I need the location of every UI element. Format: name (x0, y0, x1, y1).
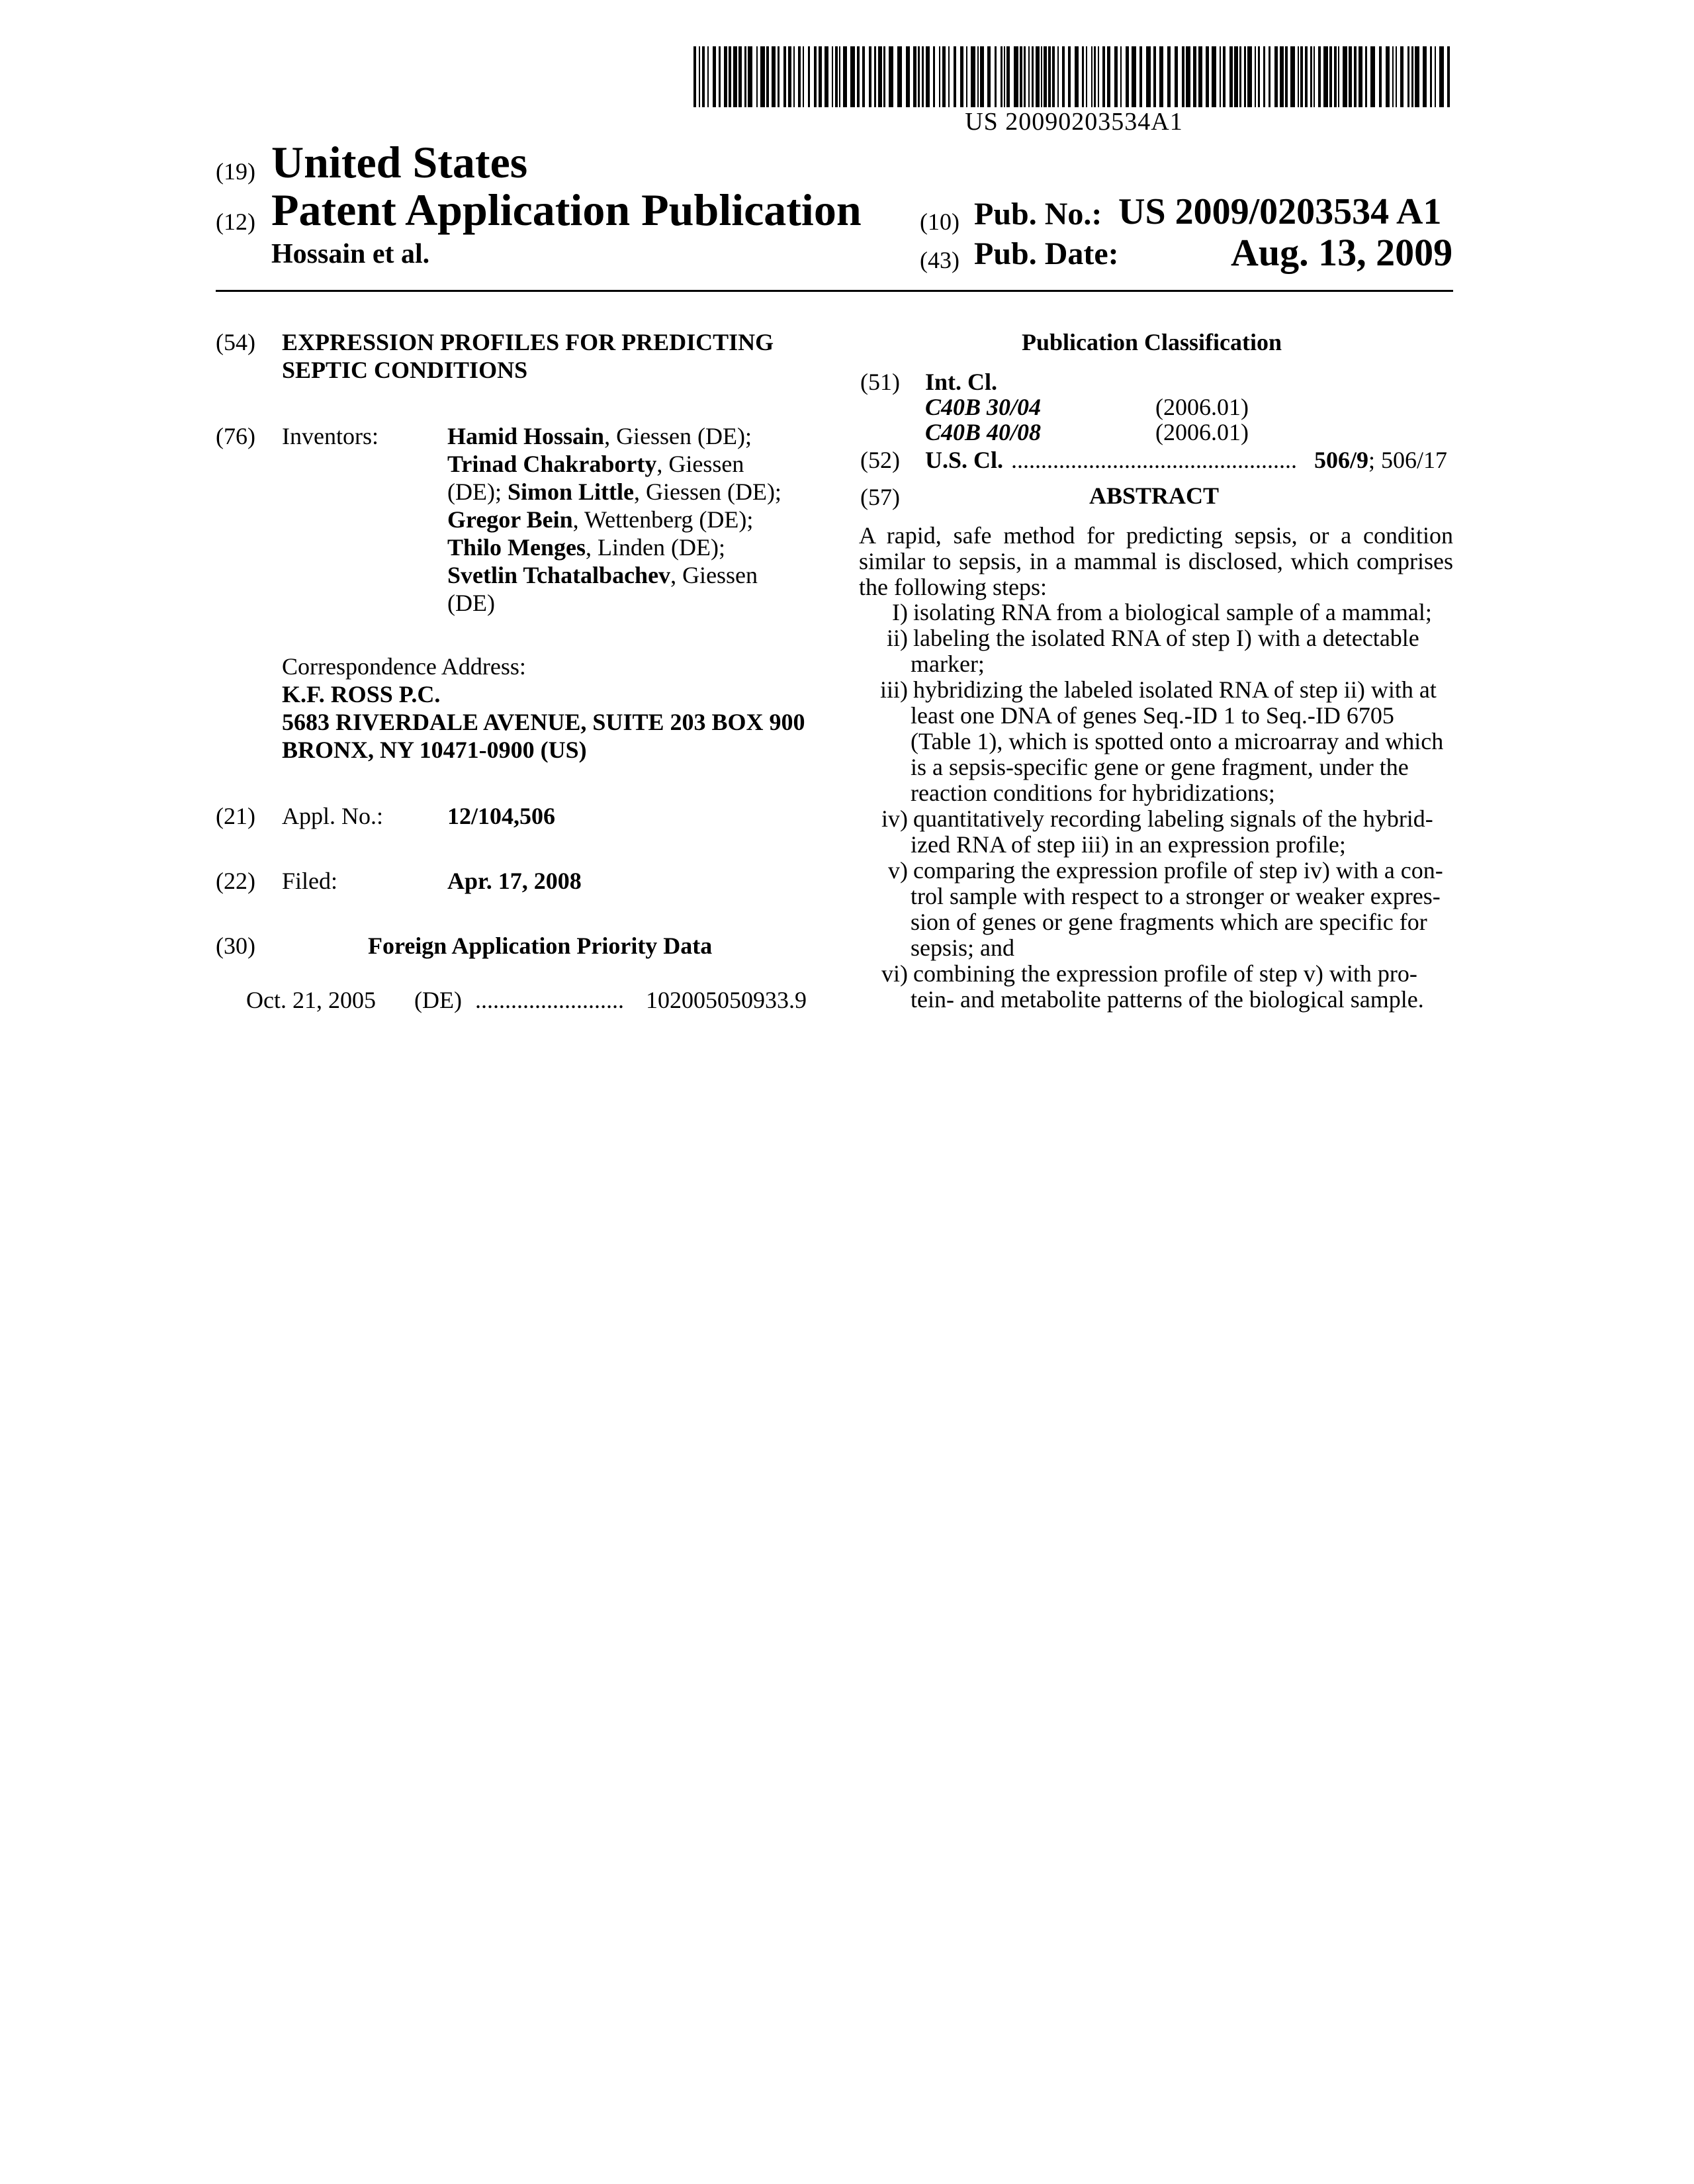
pub-date: Aug. 13, 2009 (1231, 231, 1453, 274)
barcode-bar (1044, 46, 1047, 107)
barcode-bar (1004, 46, 1005, 107)
barcode-bar (1280, 46, 1284, 107)
barcode-bar (738, 46, 742, 107)
barcode-bar (1193, 46, 1196, 107)
priority-date: Oct. 21, 2005 (246, 987, 376, 1013)
barcode-bar (1314, 46, 1315, 107)
title-line-2: SEPTIC CONDITIONS (282, 357, 528, 383)
title-line-1: EXPRESSION PROFILES FOR PREDICTING (282, 329, 774, 355)
barcode-bar (783, 46, 786, 107)
barcode-bar (814, 46, 817, 107)
int-cl-year: (2006.01) (1155, 394, 1249, 420)
inventor-line (447, 561, 818, 589)
barcode-bar (835, 46, 838, 107)
barcode-bar (1082, 46, 1084, 107)
barcode-bar (1001, 46, 1003, 107)
barcode-bar (1435, 46, 1436, 107)
int-cl-code: C40B 30/04 (925, 394, 1042, 420)
barcode-bar (1354, 46, 1357, 107)
country-title: United States (271, 137, 528, 187)
inventor-line (447, 450, 818, 478)
barcode-bar (1244, 46, 1246, 107)
barcode-bar (843, 46, 847, 107)
barcode-bar (699, 46, 700, 107)
correspondence-city: BRONX, NY 10471-0900 (US) (282, 737, 587, 763)
barcode-bar (1386, 46, 1390, 107)
barcode-bar (1098, 46, 1099, 107)
barcode-image (693, 46, 1454, 107)
abstract-step-number: iv) (881, 805, 908, 832)
barcode-bar (798, 46, 801, 107)
abstract-step-number: v) (888, 857, 908, 884)
barcode-bar (1153, 46, 1156, 107)
barcode-bar (1068, 46, 1071, 107)
inventor-line (447, 533, 818, 561)
publication-classification-heading: Publication Classification (1022, 329, 1282, 355)
barcode-bar (971, 46, 975, 107)
barcode-bar (1052, 46, 1055, 107)
us-cl-rest: ; 506/17 (1368, 447, 1448, 473)
barcode-bar (1020, 46, 1022, 107)
barcode-bar (1186, 46, 1190, 107)
code-57: (57) (860, 484, 900, 510)
abstract-step-text: quantitatively recording labeling signals of the hybrid- (913, 805, 1433, 832)
barcode-bar (1114, 46, 1118, 107)
barcode-bar (1258, 46, 1260, 107)
barcode-bar (1120, 46, 1122, 107)
barcode-bar (1028, 46, 1030, 107)
abstract-intro-text: A rapid, safe method for predicting sepsis, or a condition similar to sepsis, in a mammal is disclosed, which comprises the following steps: (859, 522, 1453, 600)
barcode-bar (1006, 46, 1010, 107)
inventor-name: Gregor Bein (447, 506, 573, 533)
code-12: (12) (216, 208, 255, 235)
barcode-bar (760, 46, 765, 107)
abstract-step-text: labeling the isolated RNA of step I) with a detectable (913, 625, 1419, 651)
barcode-bar (1075, 46, 1079, 107)
barcode-bar (942, 46, 946, 107)
correspondence-street: 5683 RIVERDALE AVENUE, SUITE 203 BOX 900 (282, 709, 805, 735)
inventors-label: Inventors: (282, 423, 379, 449)
barcode-bar (1305, 46, 1308, 107)
barcode-bar (793, 46, 795, 107)
code-30: (30) (216, 933, 255, 959)
barcode-bar (1365, 46, 1367, 107)
barcode-bar (724, 46, 727, 107)
barcode-bar (1198, 46, 1202, 107)
barcode-bar (1255, 46, 1256, 107)
barcode-bar (1036, 46, 1040, 107)
abstract-step-text: sepsis; and (911, 934, 1014, 961)
barcode-bar (862, 46, 865, 107)
inventor-location: , Giessen (DE); (633, 478, 781, 505)
barcode-bar (803, 46, 804, 107)
barcode-bar (1263, 46, 1265, 107)
barcode-bar (1175, 46, 1178, 107)
barcode-bar (825, 46, 828, 107)
abstract-step-text: is a sepsis-specific gene or gene fragment, under the (911, 754, 1409, 780)
us-cl-dots: ................................................ (1011, 447, 1297, 473)
abstract-step-text: sion of genes or gene fragments which are specific for (911, 909, 1427, 935)
barcode-bar (954, 46, 956, 107)
inventor-line (447, 589, 818, 617)
barcode-bar (1212, 46, 1216, 107)
inventor-name: Thilo Menges (447, 534, 586, 561)
barcode-bar (1349, 46, 1352, 107)
barcode-bar (1032, 46, 1034, 107)
inventor-name: Simon Little (507, 478, 634, 505)
filed-label: Filed: (282, 868, 338, 894)
barcode-bar (1400, 46, 1404, 107)
barcode-bar (966, 46, 967, 107)
barcode-bar (707, 46, 709, 107)
barcode-bar (1285, 46, 1288, 107)
barcode-bar (1094, 46, 1096, 107)
barcode-bar (1343, 46, 1347, 107)
inventor-prefix: (DE) (447, 590, 495, 616)
us-cl-main: 506/9 (1314, 447, 1369, 473)
barcode-bar (922, 46, 924, 107)
int-cl-label: Int. Cl. (925, 369, 998, 395)
inventor-name: Trinad Chakraborty (447, 451, 657, 477)
barcode-bar (1239, 46, 1241, 107)
barcode-bar (1167, 46, 1171, 107)
barcode-bar (977, 46, 979, 107)
barcode-bar (1334, 46, 1337, 107)
barcode-bar (719, 46, 721, 107)
barcode-bar (874, 46, 876, 107)
barcode-bar (1126, 46, 1129, 107)
inventor-name: Hamid Hossain (447, 423, 605, 449)
barcode-bar (1091, 46, 1092, 107)
abstract-intro (859, 523, 1453, 600)
us-cl-values (1314, 446, 1447, 474)
inventor-name: Svetlin Tchatalbachev (447, 562, 671, 588)
barcode-bar (1229, 46, 1233, 107)
abstract-step-text: tein- and metabolite patterns of the biological sample. (911, 986, 1424, 1013)
barcode-bar (1329, 46, 1332, 107)
us-cl-label: U.S. Cl. (925, 447, 1004, 473)
barcode-bar (808, 46, 810, 107)
barcode-bar (1392, 46, 1394, 107)
inventor-line (447, 422, 818, 450)
applicant-short: Hossain et al. (271, 239, 430, 269)
abstract-step-text: least one DNA of genes Seq.-ID 1 to Seq.-ID 6705 (911, 702, 1394, 729)
filed-date: Apr. 17, 2008 (447, 868, 582, 894)
barcode-bar (748, 46, 752, 107)
barcode-bar (918, 46, 920, 107)
barcode-bar (733, 46, 737, 107)
barcode-bar (980, 46, 984, 107)
barcode-bar (756, 46, 758, 107)
barcode-bar (772, 46, 776, 107)
code-51: (51) (860, 369, 900, 395)
code-21: (21) (216, 803, 255, 829)
inventor-line (447, 478, 818, 506)
barcode-bar (1057, 46, 1059, 107)
barcode-bar (819, 46, 822, 107)
barcode-bar (1411, 46, 1413, 107)
barcode-bar (1247, 46, 1252, 107)
pub-no-label: Pub. No.: (974, 197, 1102, 232)
barcode-bar (832, 46, 833, 107)
barcode-bar (878, 46, 882, 107)
barcode-bar (1014, 46, 1018, 107)
abstract-step-text: reaction conditions for hybridizations; (911, 780, 1275, 806)
barcode-bar (883, 46, 885, 107)
abstract-step-number: vi) (881, 960, 908, 987)
priority-number: 102005050933.9 (646, 987, 807, 1013)
code-52: (52) (860, 447, 900, 473)
code-54: (54) (216, 329, 255, 355)
barcode-bar (1396, 46, 1397, 107)
code-10: (10) (920, 208, 959, 235)
abstract-step-text: hybridizing the labeled isolated RNA of step ii) with at (913, 676, 1437, 703)
barcode-number: US 20090203534A1 (965, 108, 1183, 136)
inventor-line (447, 506, 818, 533)
barcode-bar (1379, 46, 1382, 107)
abstract-step-number: I) (892, 599, 908, 625)
inventor-location: , Giessen (DE); (604, 423, 752, 449)
inventor-location: , Giessen (670, 562, 758, 588)
barcode-bar (987, 46, 991, 107)
barcode-bar (766, 46, 769, 107)
barcode-bar (995, 46, 997, 107)
barcode-bar (1323, 46, 1328, 107)
inventor-location: , Linden (DE); (586, 534, 725, 561)
barcode-bar (1310, 46, 1312, 107)
barcode-bar (850, 46, 855, 107)
appl-no-label: Appl. No.: (282, 803, 383, 829)
inventor-location: , Giessen (656, 451, 744, 477)
barcode-bar (889, 46, 893, 107)
inventor-location: , Wettenberg (DE); (572, 506, 754, 533)
barcode-bar (1102, 46, 1105, 107)
pub-date-label: Pub. Date: (974, 236, 1119, 271)
barcode-bar (926, 46, 930, 107)
code-43: (43) (920, 247, 959, 273)
barcode-bar (1430, 46, 1432, 107)
abstract-step-number: iii) (880, 676, 908, 703)
int-cl-year: (2006.01) (1155, 419, 1249, 445)
barcode-bar (1048, 46, 1051, 107)
abstract-heading: ABSTRACT (1089, 482, 1220, 509)
barcode-bar (1359, 46, 1362, 107)
barcode-bar (1132, 46, 1136, 107)
barcode-bar (1415, 46, 1419, 107)
barcode-bar (744, 46, 746, 107)
barcode-bar (948, 46, 950, 107)
barcode-bar (1439, 46, 1444, 107)
barcode-bar (788, 46, 791, 107)
barcode-bar (778, 46, 780, 107)
code-19: (19) (216, 158, 255, 185)
barcode-bar (933, 46, 935, 107)
barcode-bar (729, 46, 731, 107)
code-76: (76) (216, 423, 255, 449)
inventor-prefix: (DE); (447, 478, 508, 505)
barcode-bar (1290, 46, 1295, 107)
foreign-priority-heading: Foreign Application Priority Data (368, 933, 713, 959)
barcode-bar (1223, 46, 1226, 107)
barcode-bar (1370, 46, 1375, 107)
abstract-step-text: (Table 1), which is spotted onto a microarray and which (911, 728, 1444, 754)
barcode-bar (1423, 46, 1427, 107)
barcode-bar (1139, 46, 1142, 107)
barcode-bar (713, 46, 716, 107)
barcode-bar (1024, 46, 1026, 107)
barcode-bar (1338, 46, 1339, 107)
priority-country: (DE) (414, 987, 462, 1013)
barcode-bar (1318, 46, 1321, 107)
barcode-bar (857, 46, 860, 107)
barcode-bar (693, 46, 696, 107)
barcode-bar (702, 46, 705, 107)
barcode-bar (913, 46, 916, 107)
barcode-bar (1159, 46, 1163, 107)
abstract-step-text: combining the expression profile of step v) with pro- (913, 960, 1417, 987)
barcode-bar (1269, 46, 1270, 107)
barcode-bar (839, 46, 840, 107)
barcode-bar (1300, 46, 1303, 107)
barcode-bar (897, 46, 902, 107)
barcode-bar (1182, 46, 1184, 107)
barcode-bar (1107, 46, 1110, 107)
abstract-step-text: comparing the expression profile of step iv) with a con- (913, 857, 1443, 884)
document-type-title: Patent Application Publication (271, 185, 862, 235)
barcode-bar (1447, 46, 1450, 107)
barcode-bar (1274, 46, 1278, 107)
int-cl-code: C40B 40/08 (925, 419, 1042, 445)
abstract-step-number: ii) (887, 625, 908, 651)
barcode-bar (1041, 46, 1042, 107)
barcode-bar (1146, 46, 1151, 107)
barcode-bar (1220, 46, 1221, 107)
abstract-step-text: ized RNA of step iii) in an expression profile; (911, 831, 1346, 858)
priority-dots: ......................... (475, 987, 624, 1013)
correspondence-label: Correspondence Address: (282, 653, 526, 680)
barcode-bar (906, 46, 910, 107)
appl-no: 12/104,506 (447, 803, 556, 829)
barcode-bar (939, 46, 940, 107)
barcode-bar (960, 46, 963, 107)
code-22: (22) (216, 868, 255, 894)
barcode-bar (1298, 46, 1299, 107)
abstract-step-text: isolating RNA from a biological sample of a mammal; (913, 599, 1432, 625)
abstract-step-text: marker; (911, 651, 985, 677)
correspondence-name: K.F. ROSS P.C. (282, 681, 441, 707)
inventors-list (447, 422, 818, 617)
pub-no: US 2009/0203534 A1 (1118, 191, 1442, 232)
header-rule (216, 290, 1453, 292)
barcode-bar (1062, 46, 1065, 107)
abstract-step-text: trol sample with respect to a stronger or weaker expres- (911, 883, 1441, 909)
barcode-bar (1407, 46, 1409, 107)
barcode-bar (1086, 46, 1087, 107)
barcode-bar (869, 46, 871, 107)
barcode-bar (1206, 46, 1209, 107)
barcode-bar (1234, 46, 1238, 107)
